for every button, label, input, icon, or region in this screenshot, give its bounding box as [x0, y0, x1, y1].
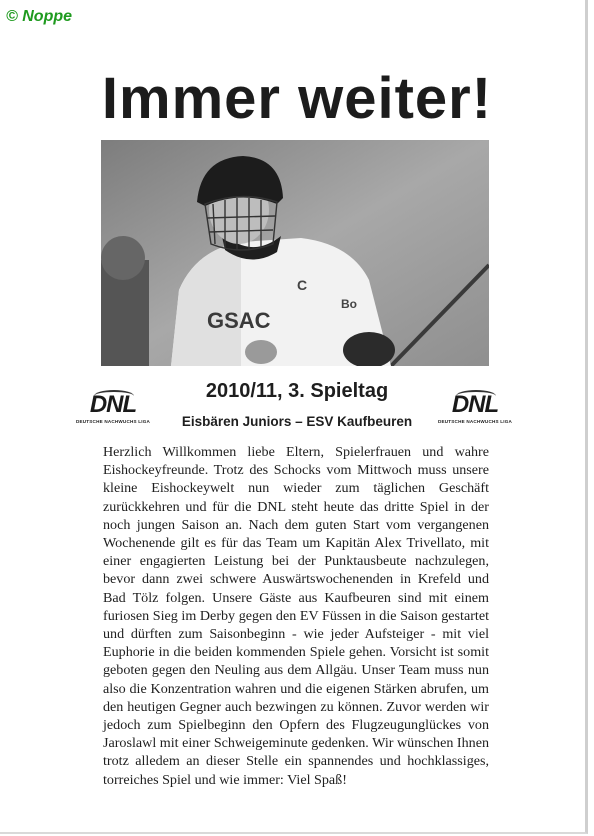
svg-text:C: C [297, 277, 308, 293]
jersey-lettering: GSAC [207, 308, 271, 333]
headline: Immer weiter! [101, 66, 493, 131]
hockey-player-photo [101, 140, 489, 366]
welcome-text: Herzlich Willkommen liebe Eltern, Spielerfrauen und wahre Eishockeyfreunde. Trotz des Schocks vom Mittwoch muss unsere kleine Eishockeywelt nun wieder zum täglichen Geschäft zurückkehren und für die DNL steht heute das dritte Spiel in der noch jungen Saison an. Nach dem guten Start vom vergangenen Wochenende gilt es für das Team um Kapitän Alex Trivellato, mit einer engagierten Leistung bei der Punktausbeute nachzulegen, bevor dann zwei schwere Auswärtswochenenden in Krefeld und Bad Tölz folgen. Unsere Gäste aus Kaufbeuren sind mit einem furiosen Sieg im Derby gegen den EV Füssen in die Saison gestartet und dürften zum Saisonbeginn - wie jeder Aufsteiger - mit viel Euphorie in die beiden kommenden Spiele gehen. Vorsicht ist somit geboten gegen den Neuling aus dem Allgäu. Unser Team muss nun also die Konzentration wahren und die eigenen Stärken abrufen, um den heutigen Gegner auch bezwingen zu können. Zuvor werden wir jedoch zum Spielbeginn den Opfern des Flugzeugunglückes von Jaroslawl mit einer Schweigeminute gedenken. Wir wünschen Ihnen trotz alledem an dieser Stelle ein spannendes und hochklassiges, torreiches Spiel und wie immer: Viel Spaß! [103, 444, 489, 788]
jersey-sponsor: Bo [341, 297, 357, 311]
dnl-logo-subtitle: DEUTSCHE NACHWUCHS LIGA [437, 419, 512, 424]
dnl-logo-mark: DNL [451, 391, 499, 418]
watermark-text: © Noppe [6, 8, 73, 25]
matchup-title: Eisbären Juniors – ESV Kaufbeuren [181, 414, 413, 429]
season-matchday: 2010/11, 3. Spieltag [205, 380, 389, 402]
dnl-logo-subtitle: DEUTSCHE NACHWUCHS LIGA [75, 419, 150, 424]
dnl-logo-mark: DNL [89, 391, 137, 418]
